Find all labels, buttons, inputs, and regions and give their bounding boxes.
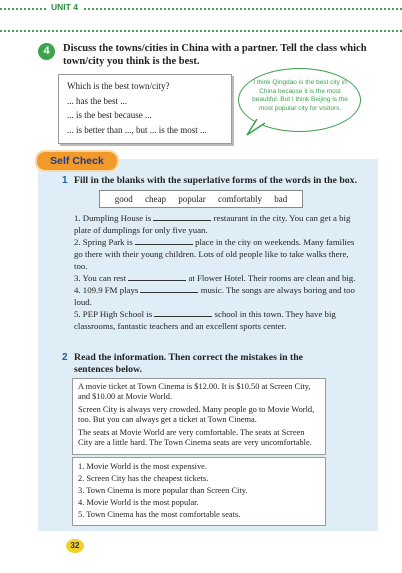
sentence-item: 3. Town Cinema is more popular than Screen City.: [78, 486, 248, 495]
sentences-box: [72, 457, 326, 526]
word: comfortably: [217, 194, 262, 204]
exercise-items: [74, 212, 364, 332]
word: good: [114, 194, 133, 204]
sentence-item: 2. Screen City has the cheapest tickets.: [78, 474, 209, 483]
info-paragraph: The seats at Movie World are very comfortable. The seats at Screen City are a little hard. The Town Cinema seats are very uncomfortable.: [78, 428, 312, 447]
answer-blank[interactable]: [154, 308, 212, 317]
question-number: 2: [62, 352, 68, 363]
exercise-item: 5. PEP High School is school in this town. They have big classrooms, fantastic teachers and an excellent sports center.: [74, 309, 336, 331]
question-instruction: Read the information. Then correct the mistakes in the sentences below.: [74, 352, 304, 375]
phrase-line: ... is the best because ...: [67, 110, 152, 120]
exercise-item: 4. 109.9 FM plays music. The songs are always boring and too loud.: [74, 285, 355, 307]
phrase-line: Which is the best town/city?: [67, 81, 170, 91]
answer-blank[interactable]: [153, 212, 211, 221]
word: popular: [178, 194, 206, 204]
sentence-item: 1. Movie World is the most expensive.: [78, 462, 207, 471]
speech-bubble-tail: [245, 117, 267, 137]
word: bad: [274, 194, 288, 204]
question-instruction: Fill in the blanks with the superlative forms of the words in the box.: [74, 175, 358, 186]
sentence-item: 5. Town Cinema has the most comfortable seats.: [78, 510, 241, 519]
phrase-line: ... has the best ...: [67, 95, 127, 106]
question-number: 1: [62, 175, 68, 186]
section-dotted-rule: [0, 30, 402, 32]
info-paragraph: Screen City is always very crowded. Many people go to Movie World, too. But you can always get a ticket at Town Cinema.: [78, 405, 315, 424]
unit-label: UNIT 4: [47, 2, 82, 12]
sentence-item: 4. Movie World is the most popular.: [78, 498, 199, 507]
phrase-line: ... is better than ..., but ... is the most ...: [67, 124, 207, 135]
speech-bubble-text: I think Qingdao is the best city in China because it is the most beautiful. But I think Beijing is the most popular city for visitors.: [252, 79, 348, 112]
word-box: [99, 190, 303, 208]
information-box: [72, 378, 326, 455]
answer-blank[interactable]: [135, 236, 193, 245]
exercise-item: 3. You can rest at Flower Hotel. Their rooms are clean and big.: [74, 273, 356, 283]
answer-blank[interactable]: [140, 284, 198, 293]
exercise-item: 2. Spring Park is place in the city on weekends. Many families go there with their young children. Lots of old people like to take walks there, too.: [74, 237, 355, 271]
page-number: 32: [66, 539, 84, 553]
word: cheap: [145, 194, 166, 204]
activity-instruction: Discuss the towns/cities in China with a partner. Tell the class which town/city you think is the best.: [63, 43, 367, 67]
exercise-item: 1. Dumpling House is restaurant in the city. You can get a big plate of dumplings for only five yuan.: [74, 213, 351, 235]
activity-number-badge: 4: [38, 43, 55, 60]
self-check-title: Self Check: [35, 150, 119, 172]
answer-blank[interactable]: [128, 272, 186, 281]
info-paragraph: A movie ticket at Town Cinema is $12.00. It is $10.50 at Screen City, and $10.00 at Movie World.: [78, 382, 311, 401]
phrase-box: [58, 74, 232, 144]
